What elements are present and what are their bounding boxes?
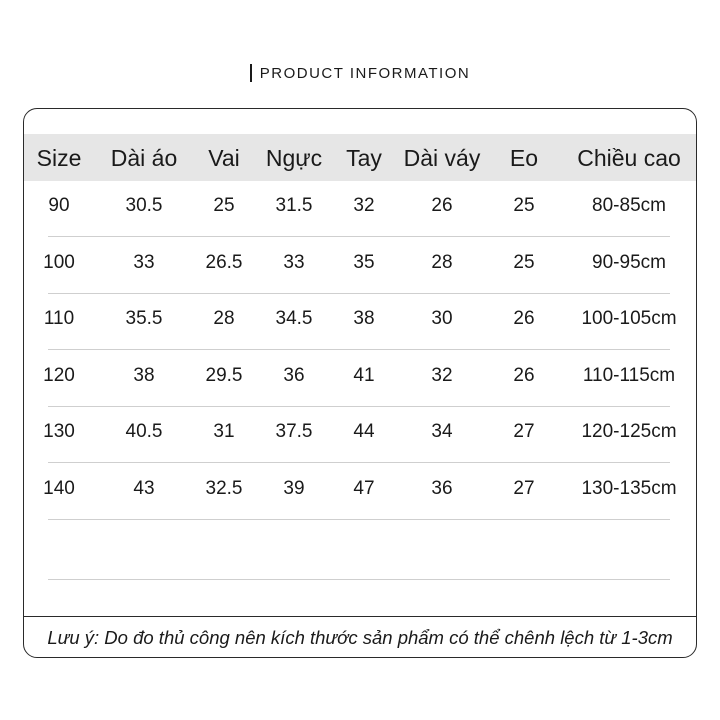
table-cell: 39: [283, 477, 305, 499]
footnote: [24, 616, 696, 658]
table-cell: 25: [513, 251, 535, 273]
column-header: Eo: [509, 145, 539, 171]
table-cell: 130-135cm: [581, 477, 677, 499]
table-cell: 120: [43, 364, 75, 386]
table-cell: 27: [513, 421, 535, 442]
table-cell: 33: [283, 251, 305, 273]
size-chart-card: [23, 108, 697, 658]
heading-text: PRODUCT INFORMATION: [259, 64, 471, 82]
table-row: [43, 294, 677, 350]
table-row: [48, 181, 670, 237]
table-cell: 36: [431, 477, 453, 499]
table-row: [43, 351, 676, 407]
table-header: [24, 134, 696, 181]
table-cell: 90-95cm: [592, 251, 666, 273]
table-cell: 29.5: [205, 364, 243, 386]
section-heading: [0, 64, 720, 82]
table-cell: 31: [213, 421, 235, 442]
table-cell: 34.5: [275, 308, 313, 329]
table-cell: 26.5: [205, 251, 243, 273]
column-header: Dài váy: [403, 145, 481, 171]
table-cell: 43: [133, 477, 155, 499]
table-row-empty: [48, 520, 670, 580]
table-cell: 35.5: [125, 308, 163, 329]
table-cell: 80-85cm: [592, 195, 666, 216]
table-cell: 32: [353, 195, 375, 216]
table-cell: 30: [431, 308, 453, 329]
table-cell: 26: [513, 308, 535, 329]
table-cell: 38: [133, 364, 155, 386]
table-cell: 110-115cm: [582, 364, 676, 386]
table-cell: 38: [353, 308, 375, 329]
table-cell: 32.5: [205, 477, 243, 499]
table-cell: 26: [513, 364, 535, 386]
column-header: Vai: [208, 145, 240, 171]
table-cell: 34: [431, 421, 453, 442]
table-cell: 100-105cm: [581, 308, 677, 329]
table-row: [43, 238, 670, 294]
table-cell: 120-125cm: [581, 421, 677, 442]
table-cell: 100: [43, 251, 75, 273]
table-cell: 41: [353, 364, 375, 386]
table-cell: 130: [43, 421, 75, 442]
table-cell: 28: [431, 251, 453, 273]
table-cell: 27: [513, 477, 535, 499]
table-row: [43, 407, 677, 463]
footnote-text: Lưu ý: Do đo thủ công nên kích thước sản phẩm có thể chênh lệch từ 1-3cm: [47, 627, 673, 648]
table-cell: 25: [213, 195, 235, 216]
table-cell: 35: [353, 251, 375, 273]
column-header: Tay: [346, 145, 382, 171]
table-cell: 140: [43, 477, 75, 499]
table-cell: 26: [431, 195, 453, 216]
table-cell: 33: [133, 251, 155, 273]
heading-bar: [250, 64, 252, 82]
table-cell: 40.5: [125, 421, 163, 442]
column-header: Dài áo: [110, 145, 178, 171]
table-row: [43, 464, 677, 520]
column-header: Chiều cao: [577, 145, 681, 171]
table-cell: 25: [513, 195, 535, 216]
table-cell: 90: [48, 195, 70, 216]
table-cell: 31.5: [275, 195, 313, 216]
table-cell: 44: [353, 421, 375, 442]
table-cell: 47: [353, 477, 375, 499]
table-cell: 32: [431, 364, 453, 386]
table-cell: 28: [213, 308, 235, 329]
table-cell: 30.5: [125, 195, 163, 216]
table-cell: 36: [283, 364, 305, 386]
column-header: Ngực: [265, 145, 323, 171]
column-header: Size: [36, 145, 82, 171]
table-cell: 110: [43, 308, 75, 329]
table-cell: 37.5: [275, 421, 313, 442]
